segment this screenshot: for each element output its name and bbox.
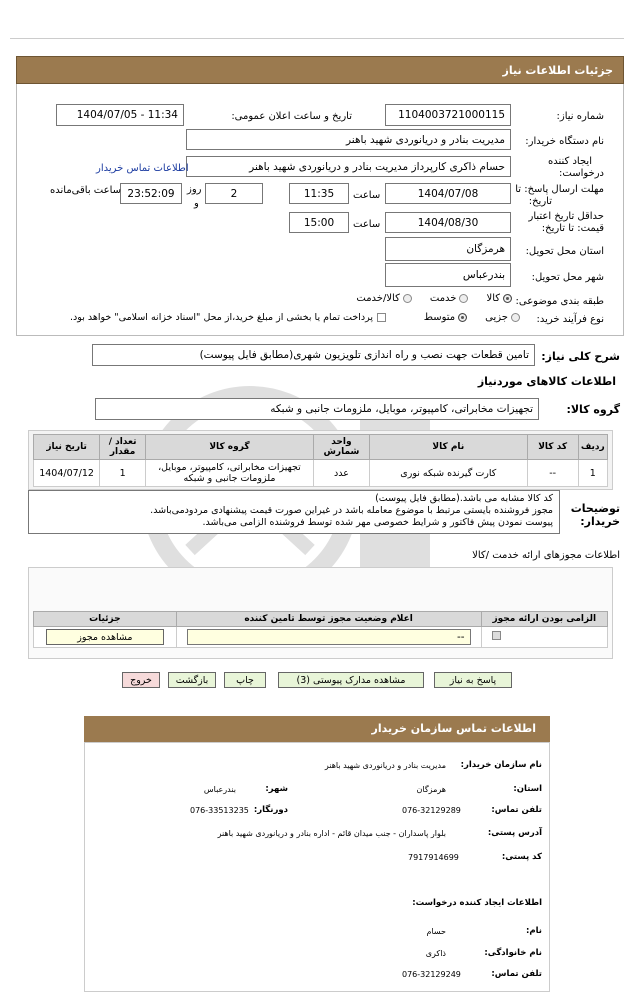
family-label: نام خانوادگی: <box>484 948 542 958</box>
city-label: شهر محل تحویل: <box>531 272 604 283</box>
summary-label: شرح کلی نیاز: <box>541 350 620 363</box>
category-option-both[interactable]: کالا/خدمت <box>356 293 412 304</box>
process-radio-group <box>400 312 520 323</box>
need-number-label: شماره نیاز: <box>556 111 604 122</box>
cell-code: -- <box>527 460 578 487</box>
col-header-unit: واحد شمارش <box>313 435 369 460</box>
payment-note: پرداخت تمام یا بخشی از مبلغ خرید،از محل "اسناد خزانه اسلامی" خواهد بود. <box>70 312 373 323</box>
creator-label-2: درخواست: <box>559 168 604 179</box>
remaining-time-field[interactable]: 23:52:09 <box>120 183 182 204</box>
cell-name: کارت گیرنده شبکه نوری <box>369 460 527 487</box>
phone-label: تلفن تماس: <box>491 805 542 815</box>
goods-group-label: گروه کالا: <box>566 403 620 416</box>
contact-section-title: اطلاعات تماس سازمان خریدار <box>84 716 550 742</box>
cell-unit: عدد <box>313 460 369 487</box>
radio-empty-icon <box>511 313 520 322</box>
cell-group: تجهیزات مخابراتی، کامپیوتر، موبایل، ملزومات جانبی و شبکه <box>145 460 313 487</box>
payment-note-row <box>28 312 386 323</box>
category-label: طبقه بندی موضوعی: <box>515 296 604 307</box>
validity-time-field[interactable]: 15:00 <box>289 212 349 233</box>
buyer-org-field[interactable]: مدیریت بنادر و دریانوردی شهید باهنر <box>186 129 511 150</box>
summary-field[interactable]: تامین قطعات جهت نصب و راه اندازی تلویزیون شهری(مطابق فایل پیوست) <box>92 344 535 366</box>
province-label: استان محل تحویل: <box>525 246 604 257</box>
col-header-group: گروه کالا <box>145 435 313 460</box>
col-header-details: جزئیات <box>34 612 177 627</box>
creator-label-1: ایجاد کننده <box>548 156 592 167</box>
col-header-required: الزامی بودن ارائه مجوز <box>481 612 607 627</box>
print-button[interactable]: چاپ <box>224 672 266 688</box>
fax-label: دورنگار: <box>253 805 288 815</box>
address-label: آدرس پستی: <box>487 828 542 838</box>
creator-phone-label: تلفن تماس: <box>491 969 542 979</box>
licenses-title: اطلاعات مجوزهای ارائه خدمت /کالا <box>472 550 620 561</box>
category-option-service[interactable]: خدمت <box>430 293 469 304</box>
reply-button[interactable]: پاسخ به نیاز <box>434 672 512 688</box>
col-header-status: اعلام وضعیت مجوز توسط تامین کننده <box>176 612 481 627</box>
licenses-table <box>33 611 608 648</box>
radio-empty-icon <box>459 294 468 303</box>
col-header-row: ردیف <box>578 435 607 460</box>
table-row <box>34 460 608 487</box>
deadline-date-field[interactable]: 1404/07/08 <box>385 183 511 204</box>
validity-date-field[interactable]: 1404/08/30 <box>385 212 511 233</box>
city-field[interactable]: بندرعباس <box>385 263 511 287</box>
cell-date: 1404/07/12 <box>34 460 100 487</box>
table-row <box>34 627 608 648</box>
postal-value: 7917914699 <box>408 853 459 862</box>
validity-label-1: حداقل تاریخ اعتبار <box>528 211 604 222</box>
postal-label: کد پستی: <box>501 852 542 862</box>
and-label: و <box>194 198 199 209</box>
days-field[interactable]: 2 <box>205 183 263 204</box>
process-option-minor[interactable]: جزیی <box>485 312 520 323</box>
validity-label-2: قیمت: تا تاریخ: <box>541 223 604 234</box>
org-label: نام سازمان خریدار: <box>460 760 542 770</box>
col-header-date: تاریخ نیاز <box>34 435 100 460</box>
need-number-field[interactable]: 1104003721000115 <box>385 104 511 126</box>
col-header-name: نام کالا <box>369 435 527 460</box>
exit-button[interactable]: خروج <box>122 672 160 688</box>
buyer-notes-label-1: توضیحات <box>570 502 620 515</box>
cell-qty: 1 <box>100 460 146 487</box>
buyer-org-label: نام دستگاه خریدار: <box>525 136 604 147</box>
buyer-contact-link[interactable]: اطلاعات تماس خریدار <box>96 163 189 174</box>
family-value: ذاکری <box>425 949 446 958</box>
cell-required <box>481 627 607 648</box>
creator-info-title: اطلاعات ایجاد کننده درخواست: <box>412 898 542 908</box>
deadline-label-2: تاریخ: <box>528 196 552 207</box>
deadline-time-label: ساعت <box>353 190 381 201</box>
announce-field[interactable]: 1404/07/05 - 11:34 <box>56 104 184 126</box>
category-option-goods[interactable]: کالا <box>486 293 512 304</box>
remaining-label: ساعت باقی‌مانده <box>50 185 122 196</box>
province-field[interactable]: هرمزگان <box>385 237 511 261</box>
status-field[interactable]: -- <box>187 629 471 645</box>
cell-status <box>176 627 481 648</box>
radio-selected-icon <box>458 313 467 322</box>
validity-time-label: ساعت <box>353 219 381 230</box>
payment-checkbox[interactable] <box>377 313 386 322</box>
page-title: جزئیات اطلاعات نیاز <box>16 56 624 84</box>
phone-value: 076-32129289 <box>402 806 461 815</box>
address-value: بلوار پاسداران - جنب میدان قائم - اداره بنادر و دریانوردی شهید باهنر <box>217 829 446 838</box>
buyer-notes-label-2: خریدار: <box>580 515 620 528</box>
buyer-note-line: مجوز فروشنده بایستی مرتبط با موضوع معامله باشد در غیراین صورت قیمت پیشنهادی مردودمی‌باشد. <box>150 505 553 516</box>
deadline-label-1: مهلت ارسال پاسخ: تا <box>515 184 604 195</box>
deadline-time-field[interactable]: 11:35 <box>289 183 349 204</box>
cell-details <box>34 627 177 648</box>
process-option-medium[interactable]: متوسط <box>424 312 467 323</box>
city-contact-value: بندرعباس <box>203 785 236 794</box>
required-checkbox[interactable] <box>492 631 501 640</box>
days-label: روز <box>187 184 202 195</box>
creator-phone-value: 076-32129249 <box>402 970 461 979</box>
cell-row: 1 <box>578 460 607 487</box>
col-header-qty: تعداد / مقدار <box>100 435 146 460</box>
attachments-button[interactable]: مشاهده مدارک پیوستی (3) <box>278 672 424 688</box>
col-header-code: کد کالا <box>527 435 578 460</box>
name-label: نام: <box>525 926 542 936</box>
buyer-note-line: کد کالا مشابه می باشد.(مطابق فایل پیوست) <box>375 493 553 504</box>
buyer-note-line: پیوست نمودن پیش فاکتور و شرایط خصوصی مهر شده توسط فروشنده الزامی می‌باشد. <box>202 517 553 528</box>
top-divider <box>10 38 624 39</box>
radio-selected-icon <box>503 294 512 303</box>
goods-group-field[interactable]: تجهیزات مخابراتی، کامپیوتر، موبایل، ملزومات جانبی و شبکه <box>95 398 539 420</box>
province-contact-value: هرمزگان <box>416 785 446 794</box>
city-contact-label: شهر: <box>265 784 288 794</box>
province-contact-label: استان: <box>513 784 542 794</box>
buyer-notes-box <box>28 490 560 534</box>
goods-section-title: اطلاعات کالاهای موردنیاز <box>477 375 616 388</box>
category-radio-group <box>300 293 512 304</box>
fax-value: 076-33513235 <box>190 806 249 815</box>
org-value: مدیریت بنادر و دریانوردی شهید باهنر <box>324 761 446 770</box>
contact-box <box>84 742 550 992</box>
announce-label: تاریخ و ساعت اعلان عمومی: <box>231 111 352 122</box>
back-button[interactable]: بازگشت <box>168 672 216 688</box>
goods-table <box>33 434 608 487</box>
name-value: حسام <box>426 927 446 936</box>
radio-empty-icon <box>403 294 412 303</box>
process-label: نوع فرآیند خرید: <box>536 314 604 325</box>
view-license-button[interactable]: مشاهده مجوز <box>46 629 164 645</box>
creator-field[interactable]: حسام ذاکری کارپرداز مدیریت بنادر و دریانوردی شهید باهنر <box>186 156 511 177</box>
